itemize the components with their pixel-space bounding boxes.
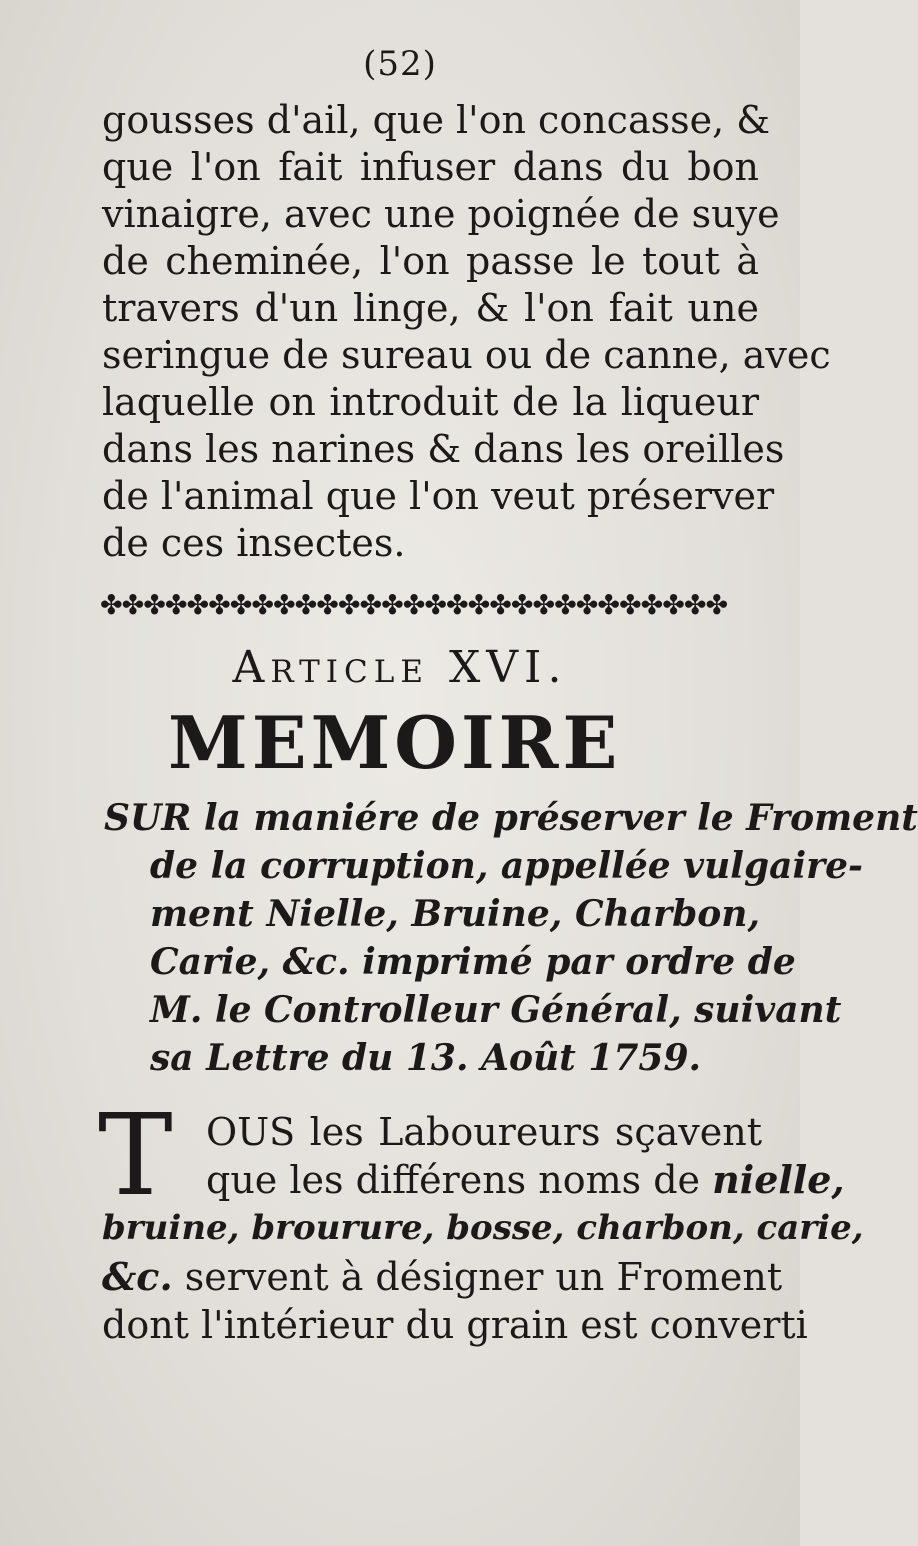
drop-cap: T — [98, 1091, 173, 1221]
subtitle-line-5: M. le Controlleur Général, suivant — [150, 989, 842, 1031]
body-line-2 — [206, 1157, 845, 1202]
subtitle-line-3: ment Nielle, Bruine, Charbon, — [150, 893, 760, 935]
memoire-title: MEMOIRE — [168, 700, 622, 785]
paragraph-line-5: travers d'un linge, & l'on fait une — [102, 286, 759, 330]
article-heading: Article XVI. — [232, 642, 568, 693]
body-line-1 — [206, 1110, 762, 1154]
paragraph-line-1: gousses d'ail, que l'on concasse, & — [102, 98, 771, 142]
page-number: (52) — [363, 44, 437, 84]
body-line-4-text: servent à désigner un Froment — [172, 1255, 783, 1299]
paragraph-line-2: que l'on fait infuser dans du bon — [102, 145, 759, 189]
paragraph-line-10: de ces insectes. — [102, 521, 406, 565]
paragraph-line-9: de l'animal que l'on veut préserver — [102, 474, 775, 518]
subtitle-line-1: SUR la maniére de préserver le Froment — [104, 797, 918, 839]
subtitle-line-4: Carie, &c. imprimé par ordre de — [150, 941, 796, 983]
body-line-5: dont l'intérieur du grain est converti — [102, 1303, 808, 1347]
body-line-4 — [102, 1254, 783, 1299]
paragraph-line-4: de cheminée, l'on passe le tout à — [102, 239, 759, 283]
body-line-2-italic: nielle, — [712, 1157, 845, 1202]
body-line-4-italic: &c. — [102, 1254, 173, 1299]
paragraph-line-8: dans les narines & dans les oreilles — [102, 427, 785, 471]
subtitle-line-6: sa Lettre du 13. Août 1759. — [150, 1037, 702, 1079]
body-line-3: bruine, brourure, bosse, charbon, carie, — [102, 1208, 864, 1248]
body-line-2-text: que les différens noms de — [206, 1158, 713, 1202]
subtitle-line-2: de la corruption, appellée vulgaire- — [150, 845, 863, 887]
paragraph-line-3: vinaigre, avec une poignée de suye — [102, 192, 780, 236]
body-line-1-text: OUS les Laboureurs sçavent — [206, 1110, 762, 1154]
paragraph-line-7: laquelle on introduit de la liqueur — [102, 380, 759, 424]
paragraph-line-6: seringue de sureau ou de canne, avec — [102, 333, 831, 377]
ornament-divider: ✤✤✤✤✤✤✤✤✤✤✤✤✤✤✤✤✤✤✤✤✤✤✤✤✤✤✤✤✤ — [100, 590, 728, 621]
